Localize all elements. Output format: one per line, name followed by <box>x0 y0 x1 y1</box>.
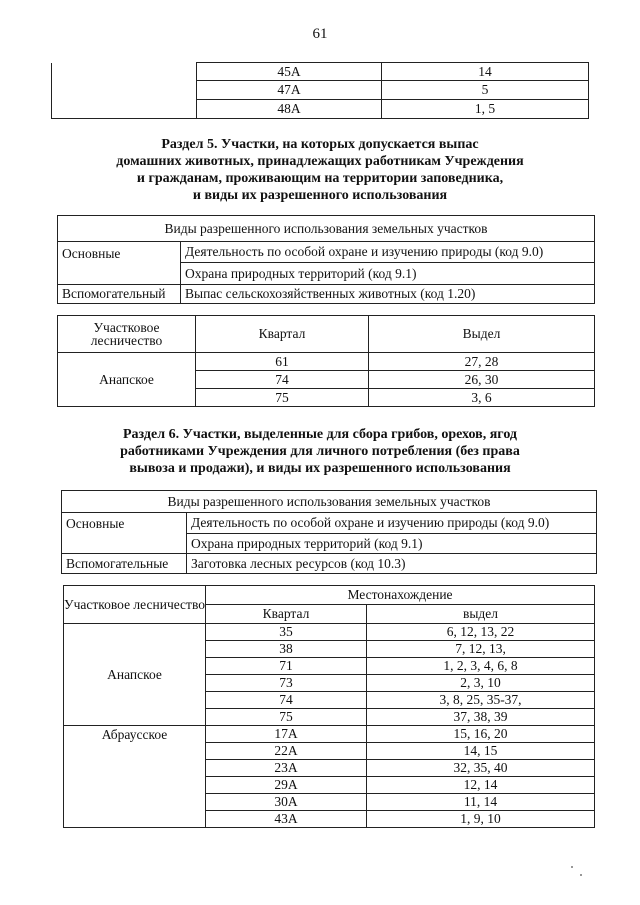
forestry-header: Участковое лесничество <box>64 586 206 624</box>
kvartal-cell: 17А <box>206 726 367 743</box>
vydel-cell: 11, 14 <box>367 794 595 811</box>
kvartal-cell: 38 <box>206 641 367 658</box>
vydel-cell: 12, 14 <box>367 777 595 794</box>
kvartal-cell: 22А <box>206 743 367 760</box>
vydel-cell: 1, 9, 10 <box>367 811 595 828</box>
section5-plots-table <box>57 315 595 407</box>
heading-line: домашних животных, принадлежащих работникам Учреждения <box>116 154 524 169</box>
section6-uses-table <box>61 490 597 574</box>
kvartal-cell: 71 <box>206 658 367 675</box>
vydel-header: Выдел <box>369 316 595 353</box>
kvartal-cell: 47А <box>197 81 382 100</box>
kvartal-cell: 23А <box>206 760 367 777</box>
section5-heading <box>60 136 580 204</box>
kvartal-cell: 75 <box>196 389 369 407</box>
kvartal-cell: 73 <box>206 675 367 692</box>
aux-use-item: Заготовка лесных ресурсов (код 10.3) <box>187 554 597 574</box>
continued-plots-table <box>196 62 589 119</box>
vydel-cell: 6, 12, 13, 22 <box>367 624 595 641</box>
vydel-cell: 27, 28 <box>369 353 595 371</box>
vydel-cell: 1, 5 <box>382 100 589 119</box>
kvartal-cell: 29А <box>206 777 367 794</box>
kvartal-cell: 61 <box>196 353 369 371</box>
section5-uses-table <box>57 215 595 304</box>
vydel-cell: 32, 35, 40 <box>367 760 595 777</box>
forestry-cell: Анапское <box>58 353 196 407</box>
table-border <box>51 118 197 119</box>
vydel-cell: 37, 38, 39 <box>367 709 595 726</box>
vydel-cell: 1, 2, 3, 4, 6, 8 <box>367 658 595 675</box>
main-use-item: Охрана природных территорий (код 9.1) <box>181 263 595 285</box>
kvartal-header: Квартал <box>206 605 367 624</box>
table-border <box>51 63 52 119</box>
kvartal-cell: 45А <box>197 63 382 81</box>
vydel-cell: 14, 15 <box>367 743 595 760</box>
vydel-cell: 26, 30 <box>369 371 595 389</box>
forestry-cell: Абраусское <box>64 726 206 828</box>
uses-header: Виды разрешенного использования земельных участков <box>58 216 595 242</box>
vydel-cell: 7, 12, 13, <box>367 641 595 658</box>
scan-speck <box>580 874 582 876</box>
heading-line: вывоза и продажи), и виды их разрешенного использования <box>129 461 511 476</box>
kvartal-cell: 30А <box>206 794 367 811</box>
main-uses-label: Основные <box>62 513 187 554</box>
kvartal-header: Квартал <box>196 316 369 353</box>
kvartal-cell: 74 <box>196 371 369 389</box>
forestry-cell: Анапское <box>64 624 206 726</box>
aux-use-item: Выпас сельскохозяйственных животных (код 1.20) <box>181 285 595 304</box>
forestry-header: Участковое лесничество <box>58 316 196 353</box>
kvartal-cell: 35 <box>206 624 367 641</box>
heading-line: Раздел 5. Участки, на которых допускается выпас <box>161 137 479 152</box>
main-uses-label: Основные <box>58 242 181 285</box>
page-number: 61 <box>312 26 328 42</box>
vydel-header: выдел <box>367 605 595 624</box>
main-use-item: Деятельность по особой охране и изучению природы (код 9.0) <box>187 513 597 534</box>
vydel-cell: 2, 3, 10 <box>367 675 595 692</box>
vydel-cell: 5 <box>382 81 589 100</box>
aux-uses-label: Вспомогательный <box>58 285 181 304</box>
main-use-item: Деятельность по особой охране и изучению природы (код 9.0) <box>181 242 595 263</box>
uses-header: Виды разрешенного использования земельных участков <box>62 491 597 513</box>
kvartal-cell: 75 <box>206 709 367 726</box>
vydel-cell: 15, 16, 20 <box>367 726 595 743</box>
location-header: Местонахождение <box>206 586 595 605</box>
vydel-cell: 3, 6 <box>369 389 595 407</box>
kvartal-cell: 43А <box>206 811 367 828</box>
section6-heading <box>60 426 580 477</box>
section6-plots-table <box>63 585 595 828</box>
kvartal-cell: 48А <box>197 100 382 119</box>
kvartal-cell: 74 <box>206 692 367 709</box>
vydel-cell: 3, 8, 25, 35-37, <box>367 692 595 709</box>
vydel-cell: 14 <box>382 63 589 81</box>
heading-line: и гражданам, проживающим на территории заповедника, <box>136 171 504 186</box>
heading-line: работниками Учреждения для личного потребления (без права <box>120 444 520 459</box>
heading-line: Раздел 6. Участки, выделенные для сбора грибов, орехов, ягод <box>123 427 517 442</box>
heading-line: и виды их разрешенного использования <box>192 188 448 203</box>
main-use-item: Охрана природных территорий (код 9.1) <box>187 534 597 554</box>
aux-uses-label: Вспомогательные <box>62 554 187 574</box>
scan-speck <box>571 866 573 868</box>
